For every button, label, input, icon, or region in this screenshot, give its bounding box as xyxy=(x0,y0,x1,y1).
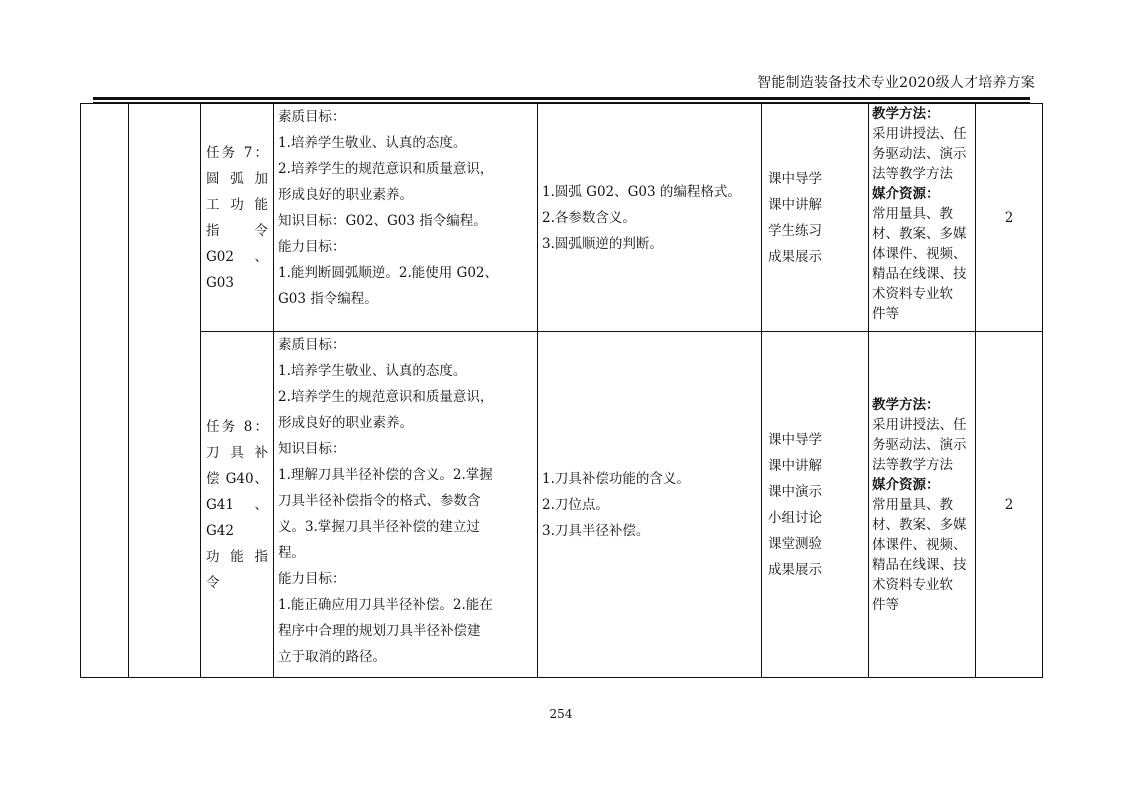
cell-text-line: 术资料专业软 xyxy=(872,286,953,302)
cell-text-line: 工 功 能 xyxy=(206,196,268,213)
cell-text-line: 任务 8： xyxy=(206,418,268,435)
cell-text-line: 采用讲授法、任 xyxy=(872,126,967,142)
cell-text-line: 务驱动法、演示 xyxy=(872,146,967,162)
cell-text-line: 刀 具 补 xyxy=(206,444,268,461)
cell-text-line: 法等教学方法 xyxy=(872,456,953,473)
cell-text-line: 程序中合理的规划刀具半径补偿建 xyxy=(278,623,481,639)
cell-text-line: 能力目标： xyxy=(278,571,346,587)
teaching-form-cell xyxy=(762,104,869,332)
page-number: 254 xyxy=(549,707,573,721)
cell-text-line: 刀具半径补偿指令的格式、参数含 xyxy=(278,493,481,509)
goals-cell xyxy=(274,104,538,332)
cell-text-line: G41、G42 xyxy=(206,496,268,539)
cell-text-line: 小组讨论 xyxy=(768,509,822,526)
cell-text-line: 体课件、视频、 xyxy=(872,246,967,262)
cell-text-line: G03 指令编程。 xyxy=(278,291,378,307)
cell-text-line: 2.培养学生的规范意识和质量意识， xyxy=(278,389,494,405)
task-name-cell xyxy=(201,332,274,678)
cell-text-line: 程。 xyxy=(278,545,305,561)
cell-text-line: 课中讲解 xyxy=(768,196,822,213)
project-cell xyxy=(129,104,201,678)
cell-text-line: 1.能判断圆弧顺逆。2.能使用 G02、 xyxy=(278,265,499,281)
teaching-form-cell xyxy=(762,332,869,678)
cell-text-line: 课中讲解 xyxy=(768,457,822,474)
cell-text-line: 课中演示 xyxy=(768,483,822,500)
cell-text-line: 教学方法： xyxy=(872,106,940,122)
hours-cell: 2 xyxy=(976,332,1043,678)
cell-text-line: 务驱动法、演示 xyxy=(872,436,967,453)
cell-text-line: 能力目标： xyxy=(278,239,346,255)
cell-text-line: 2.培养学生的规范意识和质量意识， xyxy=(278,161,494,177)
page-header-title: 智能制造装备技术专业2020级人才培养方案 xyxy=(757,75,1035,91)
method-resource-cell xyxy=(869,104,976,332)
cell-text-line: 学生练习 xyxy=(768,222,822,239)
cell-text-line: 课中导学 xyxy=(768,431,822,448)
table-row xyxy=(81,104,1043,332)
cell-text-line: 1.刀具补偿功能的含义。 xyxy=(542,470,690,487)
cell-text-line: 术资料专业软 xyxy=(872,576,953,593)
cell-text-line: 1.培养学生敬业、认真的态度。 xyxy=(278,363,467,379)
cell-text-line: 成果展示 xyxy=(768,561,822,578)
course-task-table xyxy=(80,103,1043,678)
cell-text-line: 1.圆弧 G02、G03 的编程格式。 xyxy=(542,183,741,200)
cell-text-line: 任务 7： xyxy=(206,144,268,161)
cell-text-line: 功 能 指 xyxy=(206,548,268,565)
cell-text-line: 采用讲授法、任 xyxy=(872,416,967,433)
cell-text-line: 精品在线课、技 xyxy=(872,266,967,282)
cell-text-line: 1.能正确应用刀具半径补偿。2.能在 xyxy=(278,597,493,613)
cell-text-line: 素质目标： xyxy=(278,337,346,353)
cell-text-line: 素质目标： xyxy=(278,109,346,125)
cell-text-line: 材、教案、多媒 xyxy=(872,516,967,533)
cell-text-line: 件等 xyxy=(872,596,899,613)
table-row xyxy=(81,332,1043,678)
cell-text-line: 材、教案、多媒 xyxy=(872,226,967,242)
cell-text-line: 2.各参数含义。 xyxy=(542,209,636,226)
header-rule-thick xyxy=(93,97,1030,100)
cell-text-line: 法等教学方法 xyxy=(872,166,953,182)
cell-text-line: 3.刀具半径补偿。 xyxy=(542,522,650,539)
cell-text-line: 1.培养学生敬业、认真的态度。 xyxy=(278,135,467,151)
cell-text-line: 偿 G40、 xyxy=(206,470,268,487)
cell-text-line: G02、G03 xyxy=(206,248,268,291)
hours-cell: 2 xyxy=(976,104,1043,332)
cell-text-line: 指 令 xyxy=(206,222,268,239)
cell-text-line: 形成良好的职业素养。 xyxy=(278,187,413,203)
method-resource-cell xyxy=(869,332,976,678)
cell-text-line: 常用量具、教 xyxy=(872,496,953,513)
cell-text-line: 知识目标： xyxy=(278,441,346,457)
cell-text-line: 常用量具、教 xyxy=(872,206,953,222)
cell-text-line: 媒介资源： xyxy=(872,186,940,202)
cell-text-line: 精品在线课、技 xyxy=(872,556,967,573)
cell-text-line: 成果展示 xyxy=(768,248,822,265)
cell-text-line: 1.理解刀具半径补偿的含义。2.掌握 xyxy=(278,467,493,483)
content-cell xyxy=(538,332,762,678)
task-name-cell xyxy=(201,104,274,332)
cell-text-line: 件等 xyxy=(872,306,899,322)
content-cell xyxy=(538,104,762,332)
module-cell xyxy=(81,104,129,678)
cell-text-line: 义。3.掌握刀具半径补偿的建立过 xyxy=(278,519,480,535)
goals-cell xyxy=(274,332,538,678)
cell-text-line: 体课件、视频、 xyxy=(872,536,967,553)
cell-text-line: 令 xyxy=(206,574,220,591)
cell-text-line: 3.圆弧顺逆的判断。 xyxy=(542,235,663,252)
cell-text-line: 知识目标：G02、G03 指令编程。 xyxy=(278,213,487,229)
cell-text-line: 媒介资源： xyxy=(872,476,940,493)
cell-text-line: 圆 弧 加 xyxy=(206,170,268,187)
cell-text-line: 课堂测验 xyxy=(768,535,822,552)
cell-text-line: 立于取消的路径。 xyxy=(278,649,386,665)
cell-text-line: 形成良好的职业素养。 xyxy=(278,415,413,431)
cell-text-line: 教学方法： xyxy=(872,396,940,413)
cell-text-line: 2.刀位点。 xyxy=(542,496,609,513)
cell-text-line: 课中导学 xyxy=(768,170,822,187)
